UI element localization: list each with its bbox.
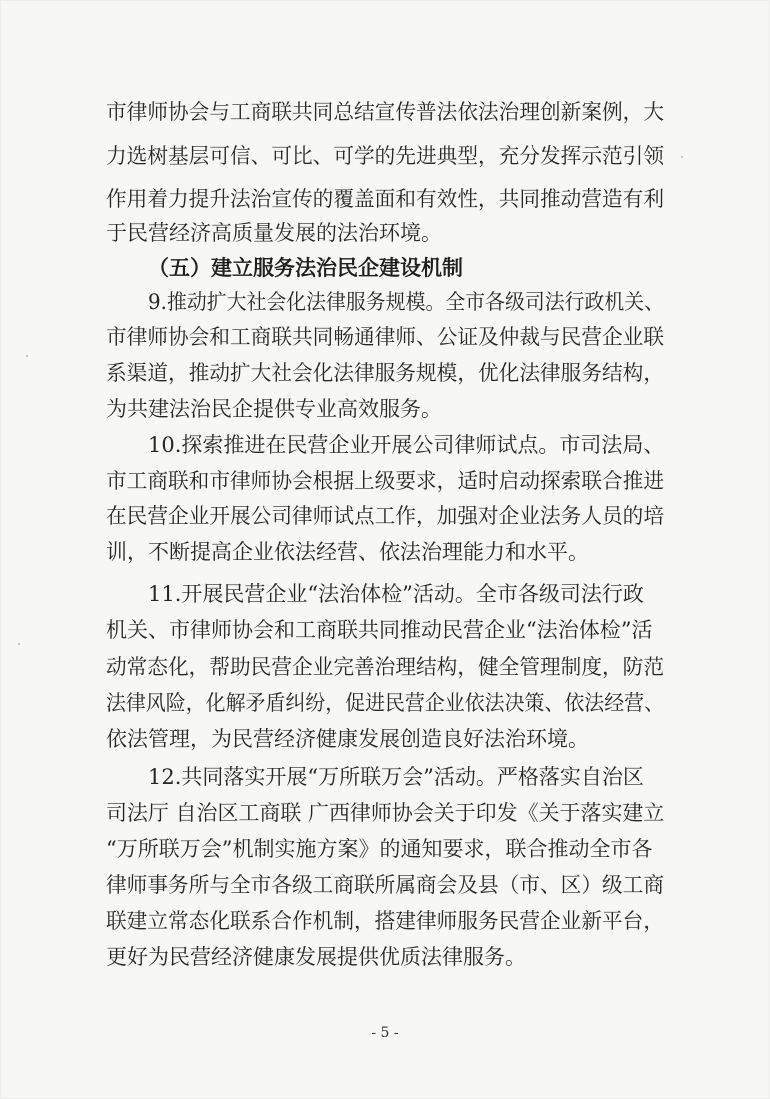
text-line: 于民营经济高质量发展的法治环境。 <box>106 221 442 245</box>
text-line: 为共建法治民企提供专业高效服务。 <box>106 397 442 421</box>
text-line: 11.开展民营企业“法治体检”活动。全市各级司法行政 <box>148 582 644 606</box>
text-line: 律师事务所与全市各级工商联所属商会及县（市、区）级工商 <box>106 873 664 897</box>
text-line: 机关、市律师协会和工商联共同推动民营企业“法治体检”活 <box>106 618 653 642</box>
page-number: - 5 - <box>371 1025 399 1041</box>
scan-speck <box>26 355 28 357</box>
text-line: “万所联万会”机制实施方案》的通知要求，联合推动全市各 <box>106 837 653 861</box>
text-line: 10.探索推进在民营企业开展公司律师试点。市司法局、 <box>148 433 665 457</box>
text-line: 在民营企业开展公司律师试点工作，加强对企业法务人员的培 <box>106 504 664 528</box>
text-line: 司法厅 自治区工商联 广西律师协会关于印发《关于落实建立 <box>106 801 665 825</box>
text-line: 训，不断提高企业依法经营、依法治理能力和水平。 <box>106 540 589 564</box>
text-line: 市律师协会和工商联共同畅通律师、公证及仲裁与民营企业联 <box>106 325 664 349</box>
text-line: 联建立常态化联系合作机制，搭建律师服务民营企业新平台， <box>106 909 664 933</box>
text-line: 市律师协会与工商联共同总结宣传普法依法治理创新案例，大 <box>106 100 664 124</box>
text-line: 动常态化，帮助民营企业完善治理结构，健全管理制度，防范 <box>106 655 664 679</box>
text-line: 法律风险，化解矛盾纠纷，促进民营企业依法决策、依法经营、 <box>106 691 665 715</box>
text-line: 12.共同落实开展“万所联万会”活动。严格落实自治区 <box>148 765 644 789</box>
text-line: 依法管理，为民营经济健康发展创造良好法治环境。 <box>106 727 589 751</box>
scan-speck <box>18 643 20 645</box>
section-heading: （五）建立服务法治民企建设机制 <box>148 256 463 280</box>
text-line: 作用着力提升法治宣传的覆盖面和有效性，共同推动营造有利 <box>106 187 664 211</box>
text-line: 更好为民营经济健康发展提供优质法律服务。 <box>106 945 526 969</box>
scan-speck <box>681 156 683 158</box>
text-line: 市工商联和市律师协会根据上级要求，适时启动探索联合推进 <box>106 469 664 493</box>
text-line: 力选树基层可信、可比、可学的先进典型，充分发挥示范引领 <box>106 144 664 168</box>
text-line: 9.推动扩大社会化法律服务规模。全市各级司法行政机关、 <box>148 290 665 314</box>
text-line: 系渠道，推动扩大社会化法律服务规模，优化法律服务结构， <box>106 361 664 385</box>
